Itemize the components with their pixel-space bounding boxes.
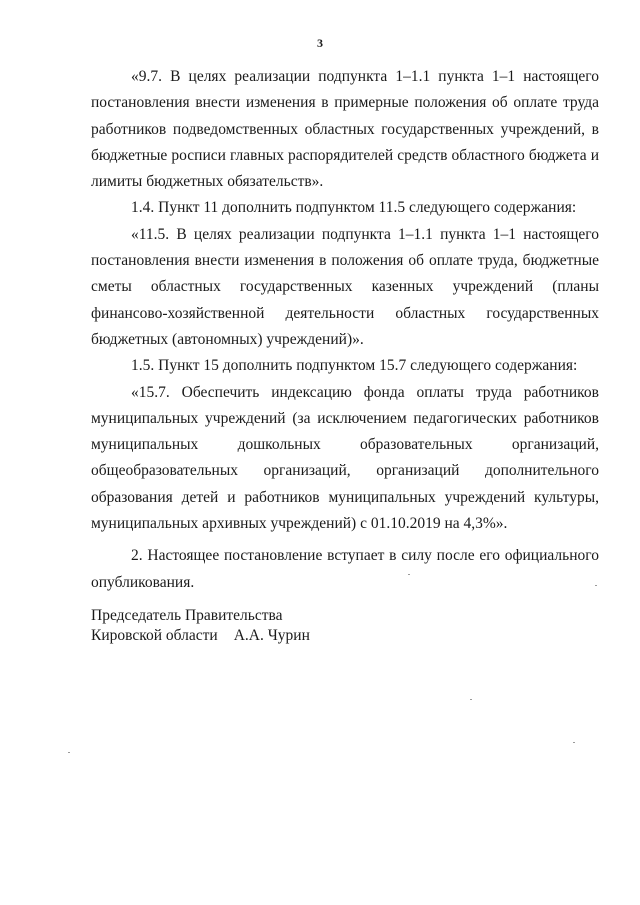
page-number: 3 [317, 36, 323, 50]
paragraph-11-5: «11.5. В целях реализации подпункта 1–1.1 пункта 1–1 настоящего постановления внести изменения в положения об оплате труда, бюджетные сметы областных государственных казенных учреждений (планы финансово-хозяйственной деятельности областных государственных бюджетных (автономных) учреждений)». [91, 225, 599, 348]
document-body [91, 64, 599, 596]
signatory-name: А.А. Чурин [233, 627, 310, 644]
scan-speck [595, 585, 597, 586]
signature-title-line2: Кировской области [91, 627, 218, 644]
paragraph-1-4: 1.4. Пункт 11 дополнить подпунктом 11.5 следующего содержания: [131, 199, 577, 217]
scan-speck [68, 752, 70, 753]
paragraph-1-5: 1.5. Пункт 15 дополнить подпунктом 15.7 следующего содержания: [131, 357, 578, 375]
paragraph-2-effective: 2. Настоящее постановление вступает в силу после его официального опубликования. [91, 547, 599, 591]
paragraph-15-7: «15.7. Обеспечить индексацию фонда оплаты труда работников муниципальных учреждений (за исключением педагогических работников муниципальных дошкольных образовательных организаций, общеобразовательных организаций, организаций дополнительного образования детей и работников муниципальных учреждений культуры, муниципальных архивных учреждений) с 01.10.2019 на 4,3%». [91, 383, 599, 533]
scan-speck [408, 574, 410, 575]
signature-block [91, 606, 491, 646]
signature-title-line2-row [91, 626, 491, 646]
scan-speck [470, 699, 472, 700]
scan-speck [573, 742, 575, 743]
signature-title-line1: Председатель Правительства [91, 607, 283, 624]
paragraph-9-7: «9.7. В целях реализации подпункта 1–1.1 пункта 1–1 настоящего постановления внести изменения в примерные положения об оплате труда работников подведомственных областных государственных учреждений, в бюджетные росписи главных распорядителей средств областного бюджета и лимиты бюджетных обязательств». [91, 68, 599, 191]
